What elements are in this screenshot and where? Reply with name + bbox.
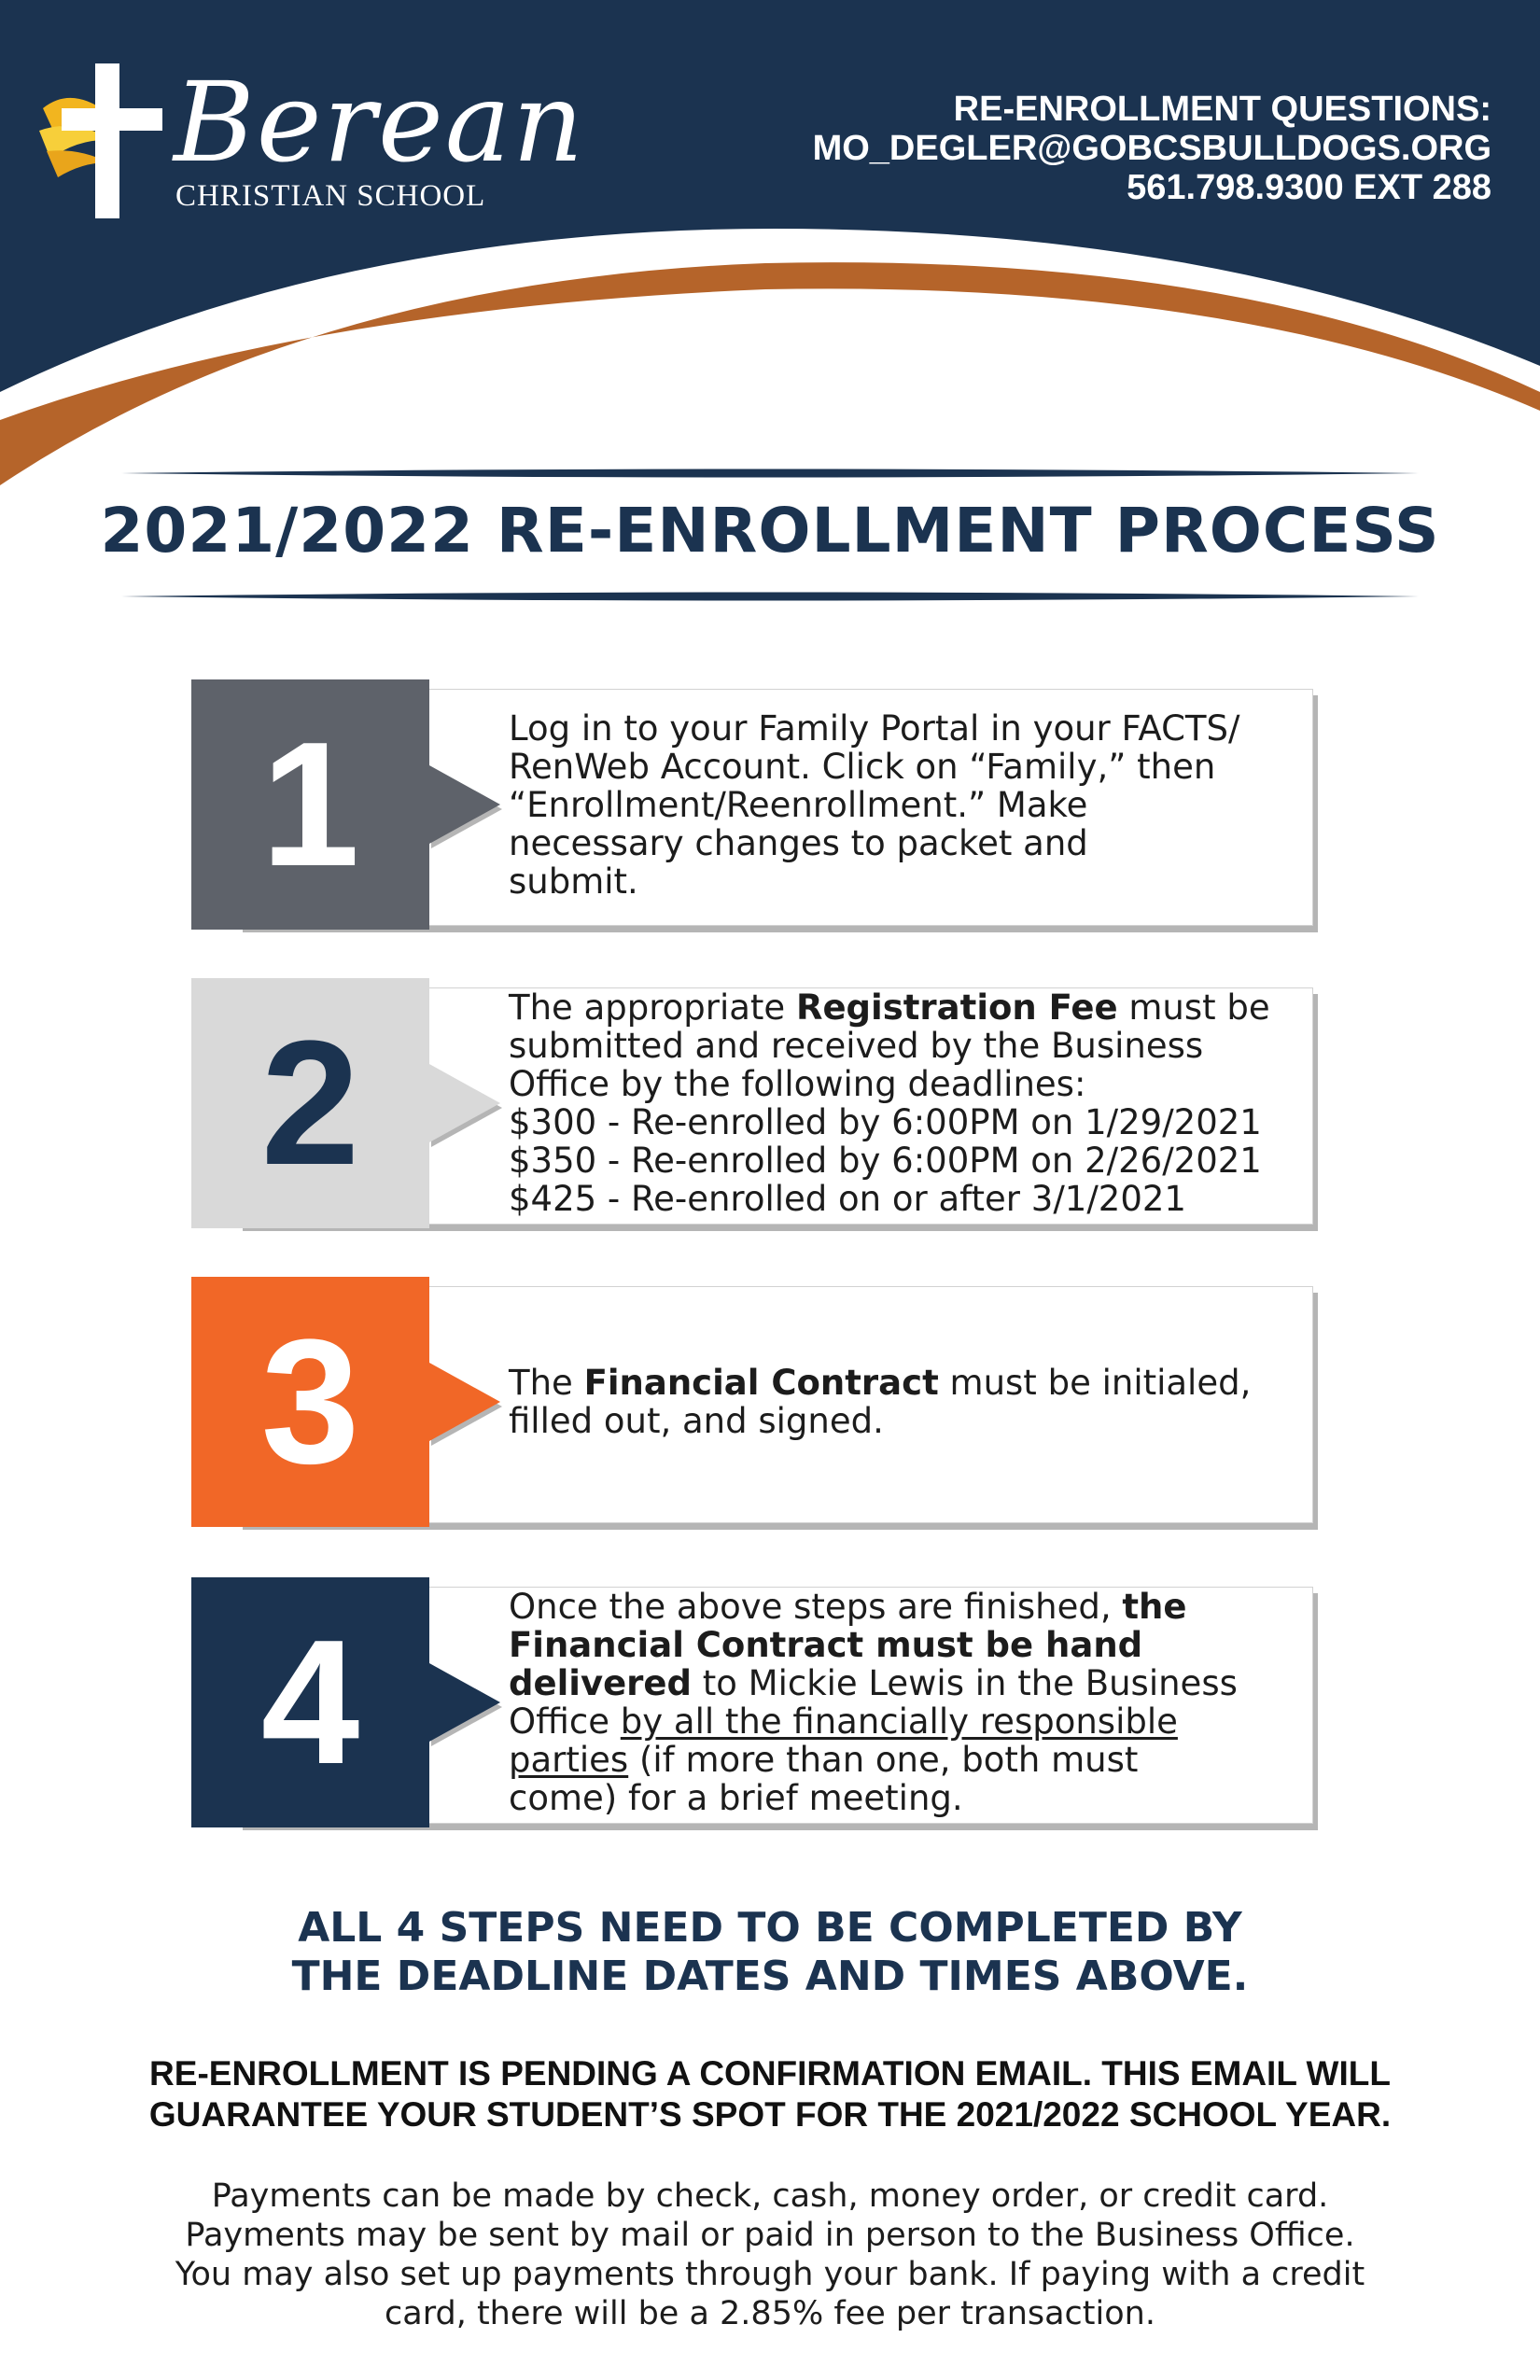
step-text — [509, 978, 1299, 1228]
step-text — [509, 1577, 1299, 1827]
step-number: 3 — [191, 1277, 429, 1527]
contact-phone[interactable]: 561.798.9300 EXT 288 — [1127, 168, 1491, 207]
registration-fee-label: Registration Fee — [795, 987, 1118, 1028]
contact-heading: RE-ENROLLMENT QUESTIONS: — [953, 90, 1491, 129]
page-title: 2021/2022 RE-ENROLLMENT PROCESS — [100, 495, 1440, 567]
step-3 — [191, 1277, 1316, 1527]
step-text — [509, 679, 1299, 930]
step-arrow-icon — [429, 1663, 500, 1742]
text-line: filled out, and signed. — [509, 1401, 884, 1441]
fee-row: $350 - Re-enrolled by 6:00PM on 2/26/2021 — [509, 1141, 1262, 1181]
text-line: RE-ENROLLMENT IS PENDING A CONFIRMATION EMAIL. THIS EMAIL WILL — [149, 2054, 1391, 2093]
text-line: The Financial Contract must be initialed, — [509, 1363, 1252, 1403]
fee-amount: $425 — [509, 1179, 597, 1219]
step-arrow-icon — [429, 765, 500, 844]
confirmation-notice — [0, 2053, 1540, 2135]
step-number: 2 — [191, 978, 429, 1228]
school-logo — [34, 58, 586, 226]
deadline-notice — [0, 1904, 1540, 2001]
text-line: The appropriate Registration Fee must be — [509, 987, 1270, 1028]
fee-row: $425 - Re-enrolled on or after 3/1/2021 — [509, 1179, 1186, 1219]
title-rule-top — [121, 467, 1419, 480]
text-line: submitted and received by the Business — [509, 1026, 1204, 1066]
text-line: parties (if more than one, both must — [509, 1740, 1139, 1780]
payment-info — [0, 2177, 1540, 2333]
step-number: 4 — [191, 1577, 429, 1827]
text-line: Office by all the financially responsible — [509, 1701, 1178, 1742]
step-2 — [191, 978, 1316, 1228]
text-line: ALL 4 STEPS NEED TO BE COMPLETED BY — [298, 1904, 1242, 1952]
text-line: card, there will be a 2.85% fee per transaction. — [385, 2295, 1155, 2332]
text-line: Financial Contract must be hand — [509, 1625, 1143, 1665]
logo-wordmark: Berean — [174, 58, 586, 187]
step-1 — [191, 679, 1316, 930]
contact-email[interactable]: MO_DEGLER@GOBCSBULLDOGS.ORG — [812, 129, 1491, 168]
text-line: delivered to Mickie Lewis in the Business — [509, 1663, 1238, 1703]
title-rule-bottom — [121, 590, 1419, 603]
step-4 — [191, 1577, 1316, 1827]
text-line: necessary changes to packet and — [509, 822, 1088, 863]
fee-amount: $350 — [509, 1141, 597, 1181]
step-arrow-icon — [429, 1363, 500, 1441]
step-number: 1 — [191, 679, 429, 930]
fee-amount: $300 — [509, 1102, 597, 1142]
contact-block — [813, 90, 1491, 207]
text-line: Payments may be sent by mail or paid in person to the Business Office. — [185, 2217, 1355, 2254]
step-arrow-icon — [429, 1064, 500, 1142]
text-line: “Enrollment/Reenrollment.” Make — [509, 784, 1088, 825]
step-text — [509, 1277, 1299, 1527]
fee-row: $300 - Re-enrolled by 6:00PM on 1/29/2021 — [509, 1102, 1262, 1142]
text-line: come) for a brief meeting. — [509, 1778, 963, 1818]
text-line: You may also set up payments through your bank. If paying with a credit — [175, 2256, 1365, 2293]
financial-contract-label: Financial Contract — [583, 1363, 939, 1403]
text-line: RenWeb Account. Click on “Family,” then — [509, 746, 1216, 787]
cross-flame-icon — [34, 58, 174, 226]
text-line: Office by the following deadlines: — [509, 1064, 1086, 1104]
text-line: THE DEADLINE DATES AND TIMES ABOVE. — [291, 1953, 1249, 2000]
text-line: GUARANTEE YOUR STUDENT’S SPOT FOR THE 2021/2022 SCHOOL YEAR. — [148, 2095, 1392, 2134]
logo-subtitle: CHRISTIAN SCHOOL — [175, 179, 486, 213]
text-line: submit. — [509, 861, 638, 902]
text-line: Once the above steps are finished, the — [509, 1587, 1187, 1627]
text-line: Payments can be made by check, cash, money order, or credit card. — [211, 2177, 1329, 2215]
text-line: Log in to your Family Portal in your FACTS/ — [509, 707, 1240, 749]
